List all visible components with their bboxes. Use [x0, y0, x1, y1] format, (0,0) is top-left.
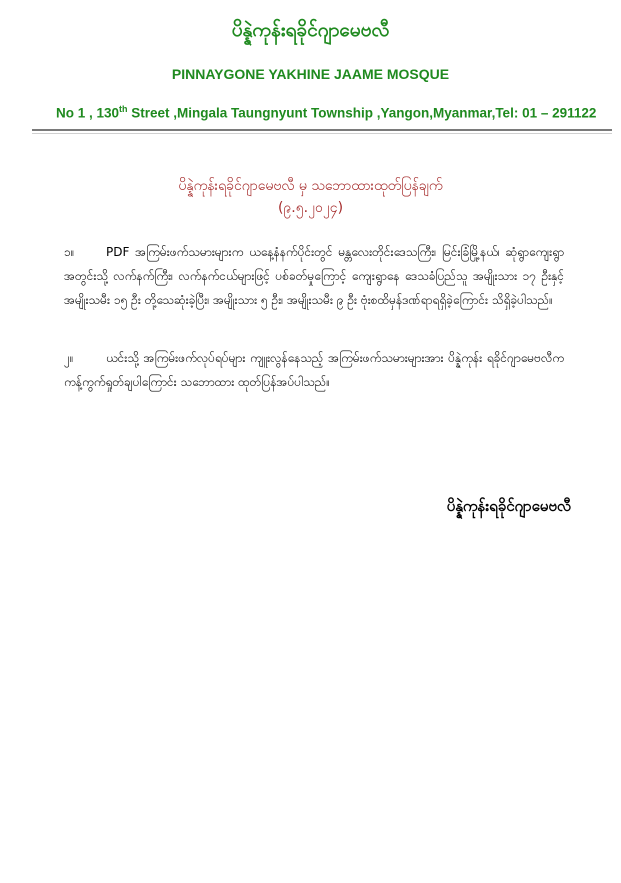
address-ordinal-suffix: th [119, 104, 128, 114]
letterhead-divider-shadow [32, 133, 612, 134]
paragraph-number: ၂။ [64, 351, 74, 365]
statement-title: ပိန္နဲကုန်းရခိုင်ဂျာမေဗလီ မှ သဘောထားထုတ်ပြန်ချက် [178, 178, 443, 194]
paragraph-1 [64, 240, 564, 312]
paragraph-text: PDF အကြမ်းဖက်သမားများက ယနေ့နံနက်ပိုင်းတွင် မန္တလေးတိုင်းဒေသကြီး၊ မြင်းခြံမြို့နယ်၊ ဆုံရွာကျေးရွာ အတွင်းသို့ လက်နက်ကြီး၊ လက်နက်ငယ်များဖြင့် ပစ်ခတ်မှုကြောင့် ကျေးရွာနေ ဒေသခံပြည်သူ အမျိုးသား ၁၇ ဦးနှင့် အမျိုးသမီး ၁၅ ဦး တို့သေဆုံးခဲ့ပြီး၊ အမျိုးသား ၅ ဦး၊ အမျိုးသမီး ၉ ဦး ဗုံးစထိမှန်ဒဏ်ရာရရှိခဲ့ကြောင်း သိရှိခဲ့ပါသည်။ [64, 245, 564, 307]
organization-name-myanmar: ပိန္နဲကုန်းရခိုင်ဂျာမေဗလီ [231, 19, 390, 41]
paragraph-number: ၁။ [64, 245, 75, 259]
paragraph-text: ယင်းသို့ အကြမ်းဖက်လုပ်ရပ်များ ကျူးလွန်နေသည့် အကြမ်းဖက်သမားများအား ပိန္နဲကုန်း ရခိုင်ဂျာမေဗလီက ကန့်ကွက်ရှုတ်ချပါကြောင်း သဘောထား ထုတ်ပြန်အပ်ပါသည်။ [64, 351, 564, 389]
letterhead-divider [32, 129, 612, 131]
address-rest: Street ,Mingala Taungnyunt Township ,Yangon,Myanmar,Tel: 01 – 291122 [127, 105, 597, 121]
address-prefix: No 1 , 130 [56, 105, 120, 121]
paragraph-2 [64, 346, 564, 394]
statement-date: (၉.၅.၂၀၂၄) [277, 200, 344, 216]
organization-address [56, 104, 596, 121]
organization-name-english: PINNAYGONE YAKHINE JAAME MOSQUE [171, 66, 450, 82]
signature: ပိန္နဲကုန်းရခိုင်ဂျာမေဗလီ [446, 497, 571, 515]
